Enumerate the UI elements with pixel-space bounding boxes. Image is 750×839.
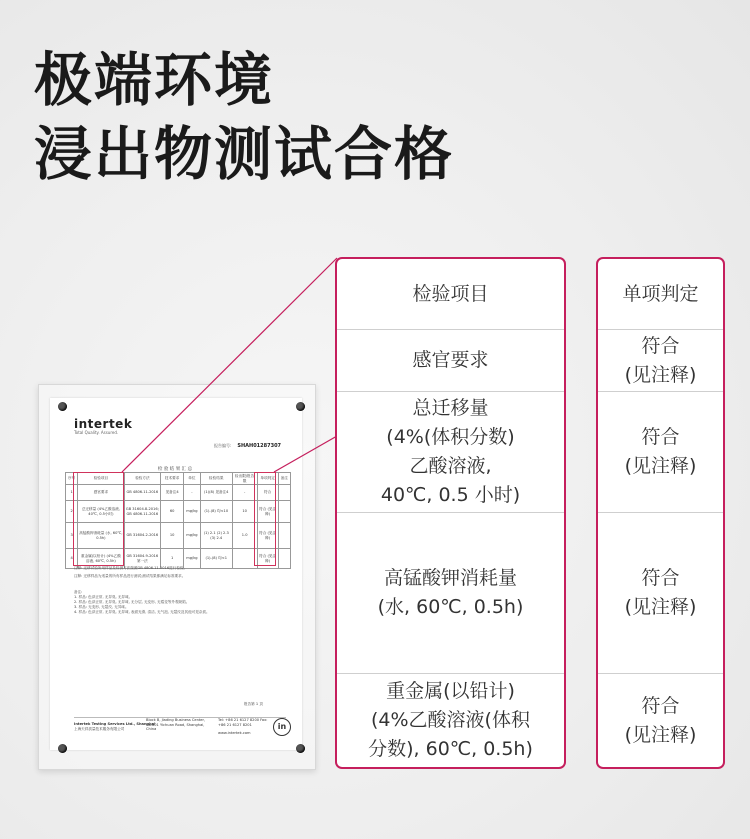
table-cell: 10 xyxy=(232,501,257,523)
footer-company-cn: 上海天祥质量技术服务有限公司 xyxy=(74,727,125,731)
item-line: 分数), 60℃, 0.5h) xyxy=(368,738,533,760)
table-cell: (1)-(8) 均<10 xyxy=(200,501,232,523)
judge-cell xyxy=(598,513,723,673)
connector-line xyxy=(122,258,337,472)
table-header-cell: 备注 xyxy=(278,473,290,485)
table-cell: - xyxy=(232,485,257,501)
headline-line-2: 浸出物测试合格 xyxy=(34,120,455,188)
footer-tel: Tel: +86 21 6127 8200 Fax: +86 21 6127 8201 xyxy=(218,718,268,727)
item-cell xyxy=(337,392,564,512)
table-cell: 符合 (见注释) xyxy=(257,549,278,569)
table-cell: 1 xyxy=(161,549,184,569)
judge-line: 符合 xyxy=(641,694,680,717)
table-cell: 符合 (见注释) xyxy=(257,523,278,549)
table-header-cell: 单位 xyxy=(184,473,201,485)
table-header-cell: 单项判定 xyxy=(257,473,278,485)
report-number-label: 报告编号: xyxy=(214,443,232,448)
footer-address: Block B, Jiading Business Center, No.801 Yichuan Road, Shanghai, China xyxy=(146,718,206,731)
intertek-stamp-icon: in xyxy=(273,718,291,736)
headline-line-1: 极端环境 xyxy=(34,46,275,114)
item-cell xyxy=(337,330,564,391)
page-number: 报告第 1 页 xyxy=(244,702,263,706)
judge-line: (见注释) xyxy=(624,723,697,746)
table-cell: 符合 xyxy=(257,485,278,501)
table-cell: 1 xyxy=(66,485,78,501)
certificate-note-1: 注释: 迁移试验所用样品及检测方法按照GB 4806.11-2016进行检验。 xyxy=(74,566,188,570)
table-cell: 60 xyxy=(161,501,184,523)
note-line: 3. 样品: 无变形, 无裂纹, 无异味。 xyxy=(74,605,129,609)
table-header-cell: 技术要求 xyxy=(161,473,184,485)
table-cell: 1.0 xyxy=(232,523,257,549)
item-line: 乙酸溶液, xyxy=(409,455,492,477)
item-line: 40℃, 0.5 小时) xyxy=(380,484,521,506)
table-cell: mg/kg xyxy=(184,523,201,549)
table-cell: 总迁移量 (4%乙酸溶液, 40℃, 0.5小时) xyxy=(78,501,124,523)
intertek-logo: intertek xyxy=(74,417,133,431)
item-line: 高锰酸钾消耗量 xyxy=(383,567,517,589)
report-number-value: SHAH01287307 xyxy=(237,443,282,449)
table-cell: 重金属(以铅计) (4%乙酸溶液, 60℃, 0.5h) xyxy=(78,549,124,569)
table-cell: GB 31604.9-2016 第一法 xyxy=(124,549,161,569)
item-line: (4%乙酸溶液(体积 xyxy=(371,709,530,731)
judge-line: (见注释) xyxy=(624,596,697,618)
judge-line: 符合 xyxy=(641,567,680,589)
item-line: (水, 60℃, 0.5h) xyxy=(377,596,524,618)
judge-cell xyxy=(598,674,723,767)
item-cell xyxy=(337,513,564,673)
judge-line: (见注释) xyxy=(624,363,697,386)
item-line: 总迁移量 xyxy=(412,397,489,419)
item-line: (4%(体积分数) xyxy=(386,426,515,448)
callout-item-panel xyxy=(335,257,566,769)
results-table-title: 检 验 结 果 汇 总 xyxy=(157,467,193,472)
table-cell: - xyxy=(184,485,201,501)
callout-judge-panel xyxy=(596,257,725,769)
table-header-cell: 检验结果 xyxy=(200,473,232,485)
judge-line: (见注释) xyxy=(624,455,697,477)
judge-line: 符合 xyxy=(641,334,680,357)
table-cell: 10 xyxy=(161,523,184,549)
item-line: 重金属(以铅计) xyxy=(386,680,515,702)
footer-company: Intertek Testing Services Ltd., Shanghai xyxy=(74,722,156,726)
table-cell: 4 xyxy=(66,549,78,569)
table-header-cell: 检验项目 xyxy=(78,473,124,485)
table-cell: 感官要求 xyxy=(78,485,124,501)
judge-header: 单项判定 xyxy=(622,282,699,305)
table-header-cell: 检出限/报告限 xyxy=(232,473,257,485)
judge-cell xyxy=(598,392,723,512)
table-cell: (1)-(8) 均<1 xyxy=(200,549,232,569)
table-cell: (1)(8) 见备注4 xyxy=(200,485,232,501)
footer-web: www.intertek.com xyxy=(218,731,251,735)
certificate-note-2: 注释: 迁移样品为适量的所有样品进行测试;测试结果都满足标准要求。 xyxy=(74,574,186,578)
item-line: 感官要求 xyxy=(412,349,489,371)
table-cell: 见备注4 xyxy=(161,485,184,501)
item-header: 检验项目 xyxy=(412,282,489,305)
table-cell: (1) 2.1 (2) 2.3 (3) 2.4 xyxy=(200,523,232,549)
judge-cell xyxy=(598,330,723,391)
note-line: 2. 样品: 色泽正常, 无异臭, 无异味, 无分层, 无变形, 无霉变等外观缺陷。 xyxy=(74,600,190,604)
table-cell: GB 31604.2-2016 xyxy=(124,523,161,549)
note-line: 备注: xyxy=(74,590,83,594)
logo-tagline: Total Quality. Assured. xyxy=(74,430,119,435)
judge-line: 符合 xyxy=(641,426,680,448)
table-cell: mg/kg xyxy=(184,549,201,569)
table-header-cell: 序号 xyxy=(66,473,78,485)
note-line: 4. 样品: 色泽正常, 无异臭, 无异味, 表面光滑, 清洁, 无气泡, 无裂纹及其他可见杂质。 xyxy=(74,610,210,614)
table-cell: GB 31604.8-2016; GB 4806.11-2016 xyxy=(124,501,161,523)
table-cell: mg/kg xyxy=(184,501,201,523)
item-cell xyxy=(337,674,564,767)
table-cell: 3 xyxy=(66,523,78,549)
table-cell: 2 xyxy=(66,501,78,523)
connector-line xyxy=(274,436,337,472)
table-cell: 符合 (见注释) xyxy=(257,501,278,523)
table-cell: GB 4806.11-2016 xyxy=(124,485,161,501)
table-cell: 高锰酸钾消耗量 (水, 60℃, 0.5h) xyxy=(78,523,124,549)
table-header-cell: 检验方法 xyxy=(124,473,161,485)
note-line: 1. 样品: 色泽正常, 无异臭, 无异味。 xyxy=(74,595,133,599)
